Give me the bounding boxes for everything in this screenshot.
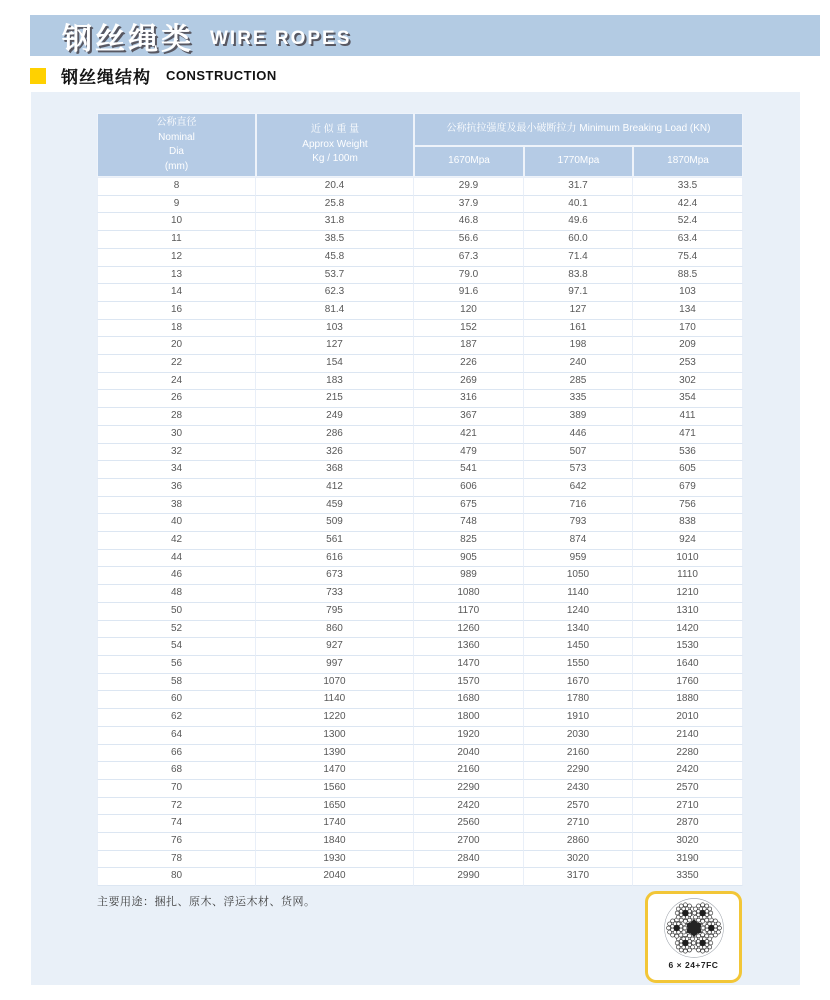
table-cell: 20.4 bbox=[256, 177, 414, 196]
table-cell: 716 bbox=[524, 497, 633, 515]
table-cell: 170 bbox=[633, 320, 743, 338]
table-row bbox=[97, 231, 743, 249]
table-cell: 31.8 bbox=[256, 213, 414, 231]
table-row bbox=[97, 177, 743, 196]
table-cell: 335 bbox=[524, 390, 633, 408]
table-cell: 959 bbox=[524, 550, 633, 568]
table-cell: 34 bbox=[97, 461, 256, 479]
table-cell: 215 bbox=[256, 390, 414, 408]
table-row bbox=[97, 320, 743, 338]
table-cell: 62 bbox=[97, 709, 256, 727]
table-cell: 66 bbox=[97, 745, 256, 763]
table-cell: 58 bbox=[97, 674, 256, 692]
table-cell: 60 bbox=[97, 691, 256, 709]
table-row bbox=[97, 284, 743, 302]
table-cell: 616 bbox=[256, 550, 414, 568]
table-cell: 1760 bbox=[633, 674, 743, 692]
table-cell: 367 bbox=[414, 408, 524, 426]
table-cell: 905 bbox=[414, 550, 524, 568]
table-cell: 795 bbox=[256, 603, 414, 621]
table-row bbox=[97, 603, 743, 621]
table-row bbox=[97, 851, 743, 869]
table-cell: 81.4 bbox=[256, 302, 414, 320]
table-cell: 152 bbox=[414, 320, 524, 338]
table-cell: 860 bbox=[256, 621, 414, 639]
table-cell: 2040 bbox=[414, 745, 524, 763]
table-cell: 53.7 bbox=[256, 267, 414, 285]
table-cell: 120 bbox=[414, 302, 524, 320]
table-cell: 316 bbox=[414, 390, 524, 408]
table-cell: 354 bbox=[633, 390, 743, 408]
table-cell: 1450 bbox=[524, 638, 633, 656]
table-row bbox=[97, 514, 743, 532]
table-cell: 411 bbox=[633, 408, 743, 426]
table-cell: 3350 bbox=[633, 868, 743, 886]
table-row bbox=[97, 249, 743, 267]
spec-table bbox=[97, 113, 743, 886]
table-cell: 198 bbox=[524, 337, 633, 355]
table-cell: 679 bbox=[633, 479, 743, 497]
table-cell: 2420 bbox=[414, 798, 524, 816]
table-cell: 1740 bbox=[256, 815, 414, 833]
table-row bbox=[97, 497, 743, 515]
table-cell: 1470 bbox=[256, 762, 414, 780]
table-cell: 479 bbox=[414, 444, 524, 462]
table-row bbox=[97, 709, 743, 727]
table-cell: 368 bbox=[256, 461, 414, 479]
yellow-bullet-icon bbox=[30, 68, 46, 84]
table-cell: 38.5 bbox=[256, 231, 414, 249]
table-cell: 1050 bbox=[524, 567, 633, 585]
table-cell: 38 bbox=[97, 497, 256, 515]
table-cell: 30 bbox=[97, 426, 256, 444]
table-cell: 874 bbox=[524, 532, 633, 550]
table-cell: 75.4 bbox=[633, 249, 743, 267]
spec-table-body bbox=[97, 177, 743, 886]
table-cell: 79.0 bbox=[414, 267, 524, 285]
table-cell: 22 bbox=[97, 355, 256, 373]
table-cell: 209 bbox=[633, 337, 743, 355]
table-cell: 1390 bbox=[256, 745, 414, 763]
table-cell: 46.8 bbox=[414, 213, 524, 231]
table-cell: 2160 bbox=[524, 745, 633, 763]
table-cell: 1570 bbox=[414, 674, 524, 692]
table-cell: 240 bbox=[524, 355, 633, 373]
table-cell: 11 bbox=[97, 231, 256, 249]
table-cell: 67.3 bbox=[414, 249, 524, 267]
table-cell: 733 bbox=[256, 585, 414, 603]
table-cell: 83.8 bbox=[524, 267, 633, 285]
table-cell: 605 bbox=[633, 461, 743, 479]
table-cell: 42.4 bbox=[633, 196, 743, 214]
table-row bbox=[97, 426, 743, 444]
table-cell: 1300 bbox=[256, 727, 414, 745]
table-cell: 793 bbox=[524, 514, 633, 532]
table-row bbox=[97, 727, 743, 745]
table-cell: 2710 bbox=[633, 798, 743, 816]
table-cell: 52 bbox=[97, 621, 256, 639]
table-cell: 1140 bbox=[524, 585, 633, 603]
table-cell: 2560 bbox=[414, 815, 524, 833]
table-row bbox=[97, 798, 743, 816]
table-cell: 1070 bbox=[256, 674, 414, 692]
table-cell: 1670 bbox=[524, 674, 633, 692]
table-cell: 2030 bbox=[524, 727, 633, 745]
table-cell: 1910 bbox=[524, 709, 633, 727]
table-cell: 421 bbox=[414, 426, 524, 444]
table-cell: 507 bbox=[524, 444, 633, 462]
table-cell: 134 bbox=[633, 302, 743, 320]
table-cell: 2840 bbox=[414, 851, 524, 869]
table-cell: 1420 bbox=[633, 621, 743, 639]
table-cell: 32 bbox=[97, 444, 256, 462]
table-cell: 10 bbox=[97, 213, 256, 231]
table-cell: 541 bbox=[414, 461, 524, 479]
table-cell: 825 bbox=[414, 532, 524, 550]
table-row bbox=[97, 479, 743, 497]
table-row bbox=[97, 302, 743, 320]
table-cell: 49.6 bbox=[524, 213, 633, 231]
table-cell: 18 bbox=[97, 320, 256, 338]
table-cell: 37.9 bbox=[414, 196, 524, 214]
table-cell: 103 bbox=[633, 284, 743, 302]
rope-cross-section-icon bbox=[660, 896, 728, 960]
table-cell: 1680 bbox=[414, 691, 524, 709]
table-row bbox=[97, 691, 743, 709]
table-row bbox=[97, 408, 743, 426]
table-row bbox=[97, 621, 743, 639]
table-cell: 2040 bbox=[256, 868, 414, 886]
table-cell: 183 bbox=[256, 373, 414, 391]
table-row bbox=[97, 868, 743, 886]
table-cell: 838 bbox=[633, 514, 743, 532]
table-cell: 1080 bbox=[414, 585, 524, 603]
table-cell: 2430 bbox=[524, 780, 633, 798]
table-cell: 2290 bbox=[414, 780, 524, 798]
header-grade-1870: 1870Mpa bbox=[633, 146, 743, 177]
table-row bbox=[97, 532, 743, 550]
table-cell: 509 bbox=[256, 514, 414, 532]
table-cell: 50 bbox=[97, 603, 256, 621]
table-cell: 1800 bbox=[414, 709, 524, 727]
table-cell: 326 bbox=[256, 444, 414, 462]
table-cell: 253 bbox=[633, 355, 743, 373]
table-cell: 3170 bbox=[524, 868, 633, 886]
table-cell: 412 bbox=[256, 479, 414, 497]
table-cell: 1650 bbox=[256, 798, 414, 816]
table-cell: 1220 bbox=[256, 709, 414, 727]
table-cell: 1170 bbox=[414, 603, 524, 621]
table-cell: 68 bbox=[97, 762, 256, 780]
table-cell: 60.0 bbox=[524, 231, 633, 249]
table-cell: 9 bbox=[97, 196, 256, 214]
table-cell: 25.8 bbox=[256, 196, 414, 214]
table-cell: 63.4 bbox=[633, 231, 743, 249]
table-cell: 28 bbox=[97, 408, 256, 426]
table-cell: 673 bbox=[256, 567, 414, 585]
table-cell: 13 bbox=[97, 267, 256, 285]
table-cell: 3190 bbox=[633, 851, 743, 869]
table-cell: 2710 bbox=[524, 815, 633, 833]
table-row bbox=[97, 585, 743, 603]
section-title-en: CONSTRUCTION bbox=[166, 68, 277, 83]
table-cell: 161 bbox=[524, 320, 633, 338]
table-row bbox=[97, 656, 743, 674]
section-title-zh: 钢丝绳结构 bbox=[61, 68, 151, 87]
table-row bbox=[97, 815, 743, 833]
table-cell: 2990 bbox=[414, 868, 524, 886]
table-cell: 88.5 bbox=[633, 267, 743, 285]
table-cell: 2860 bbox=[524, 833, 633, 851]
table-row bbox=[97, 674, 743, 692]
table-row bbox=[97, 762, 743, 780]
table-cell: 44 bbox=[97, 550, 256, 568]
table-cell: 187 bbox=[414, 337, 524, 355]
table-cell: 924 bbox=[633, 532, 743, 550]
table-cell: 989 bbox=[414, 567, 524, 585]
table-cell: 2160 bbox=[414, 762, 524, 780]
table-cell: 1210 bbox=[633, 585, 743, 603]
spec-table-header bbox=[97, 113, 743, 177]
table-cell: 16 bbox=[97, 302, 256, 320]
header-approx-weight: 近 似 重 量 Approx Weight Kg / 100m bbox=[256, 113, 414, 177]
table-cell: 33.5 bbox=[633, 177, 743, 196]
table-cell: 8 bbox=[97, 177, 256, 196]
table-row bbox=[97, 355, 743, 373]
table-cell: 536 bbox=[633, 444, 743, 462]
header-nominal-dia: 公称直径 Nominal Dia (mm) bbox=[97, 113, 256, 177]
table-cell: 2420 bbox=[633, 762, 743, 780]
table-cell: 127 bbox=[524, 302, 633, 320]
table-row bbox=[97, 638, 743, 656]
table-cell: 1240 bbox=[524, 603, 633, 621]
table-cell: 103 bbox=[256, 320, 414, 338]
table-cell: 2140 bbox=[633, 727, 743, 745]
table-cell: 26 bbox=[97, 390, 256, 408]
table-cell: 56.6 bbox=[414, 231, 524, 249]
table-cell: 72 bbox=[97, 798, 256, 816]
table-row bbox=[97, 267, 743, 285]
table-cell: 561 bbox=[256, 532, 414, 550]
table-cell: 269 bbox=[414, 373, 524, 391]
table-cell: 12 bbox=[97, 249, 256, 267]
table-cell: 285 bbox=[524, 373, 633, 391]
table-cell: 1880 bbox=[633, 691, 743, 709]
table-cell: 927 bbox=[256, 638, 414, 656]
table-row bbox=[97, 780, 743, 798]
table-cell: 3020 bbox=[524, 851, 633, 869]
table-cell: 389 bbox=[524, 408, 633, 426]
table-cell: 46 bbox=[97, 567, 256, 585]
table-cell: 1110 bbox=[633, 567, 743, 585]
table-cell: 42 bbox=[97, 532, 256, 550]
table-cell: 1360 bbox=[414, 638, 524, 656]
table-cell: 1140 bbox=[256, 691, 414, 709]
table-cell: 1560 bbox=[256, 780, 414, 798]
table-cell: 70 bbox=[97, 780, 256, 798]
table-cell: 675 bbox=[414, 497, 524, 515]
section-heading bbox=[30, 63, 277, 88]
table-cell: 471 bbox=[633, 426, 743, 444]
page-title-en: WIRE ROPES bbox=[210, 28, 352, 49]
table-cell: 459 bbox=[256, 497, 414, 515]
table-cell: 74 bbox=[97, 815, 256, 833]
table-cell: 76 bbox=[97, 833, 256, 851]
table-cell: 2870 bbox=[633, 815, 743, 833]
table-row bbox=[97, 373, 743, 391]
table-cell: 3020 bbox=[633, 833, 743, 851]
table-cell: 2290 bbox=[524, 762, 633, 780]
table-cell: 64 bbox=[97, 727, 256, 745]
table-cell: 1260 bbox=[414, 621, 524, 639]
table-cell: 71.4 bbox=[524, 249, 633, 267]
table-cell: 1310 bbox=[633, 603, 743, 621]
table-cell: 1340 bbox=[524, 621, 633, 639]
table-cell: 20 bbox=[97, 337, 256, 355]
table-cell: 31.7 bbox=[524, 177, 633, 196]
table-row bbox=[97, 196, 743, 214]
table-cell: 154 bbox=[256, 355, 414, 373]
table-row bbox=[97, 444, 743, 462]
table-row bbox=[97, 833, 743, 851]
usage-note: 主要用途：捆扎、原木、浮运木材、货网。 bbox=[97, 896, 316, 908]
table-cell: 56 bbox=[97, 656, 256, 674]
table-cell: 40 bbox=[97, 514, 256, 532]
table-cell: 1640 bbox=[633, 656, 743, 674]
table-cell: 1470 bbox=[414, 656, 524, 674]
table-cell: 14 bbox=[97, 284, 256, 302]
table-cell: 62.3 bbox=[256, 284, 414, 302]
table-cell: 1780 bbox=[524, 691, 633, 709]
table-cell: 78 bbox=[97, 851, 256, 869]
table-cell: 1930 bbox=[256, 851, 414, 869]
page-banner bbox=[30, 15, 820, 56]
table-cell: 40.1 bbox=[524, 196, 633, 214]
table-row bbox=[97, 337, 743, 355]
table-cell: 302 bbox=[633, 373, 743, 391]
table-cell: 1920 bbox=[414, 727, 524, 745]
content-panel bbox=[31, 92, 800, 985]
table-cell: 127 bbox=[256, 337, 414, 355]
rope-cross-section-box bbox=[645, 891, 742, 983]
table-cell: 24 bbox=[97, 373, 256, 391]
table-row bbox=[97, 567, 743, 585]
table-cell: 52.4 bbox=[633, 213, 743, 231]
table-cell: 446 bbox=[524, 426, 633, 444]
table-cell: 226 bbox=[414, 355, 524, 373]
table-cell: 997 bbox=[256, 656, 414, 674]
table-cell: 1530 bbox=[633, 638, 743, 656]
table-cell: 36 bbox=[97, 479, 256, 497]
table-cell: 756 bbox=[633, 497, 743, 515]
header-grade-1670: 1670Mpa bbox=[414, 146, 524, 177]
table-cell: 573 bbox=[524, 461, 633, 479]
table-cell: 2570 bbox=[633, 780, 743, 798]
table-cell: 286 bbox=[256, 426, 414, 444]
page-title-zh: 钢丝绳类 bbox=[62, 22, 194, 56]
table-row bbox=[97, 550, 743, 568]
table-cell: 97.1 bbox=[524, 284, 633, 302]
header-breaking-load: 公称抗拉强度及最小破断拉力 Minimum Breaking Load (KN) bbox=[414, 113, 743, 146]
table-cell: 91.6 bbox=[414, 284, 524, 302]
table-cell: 642 bbox=[524, 479, 633, 497]
table-cell: 48 bbox=[97, 585, 256, 603]
table-cell: 2280 bbox=[633, 745, 743, 763]
table-cell: 606 bbox=[414, 479, 524, 497]
table-row bbox=[97, 745, 743, 763]
table-row bbox=[97, 390, 743, 408]
table-row bbox=[97, 461, 743, 479]
table-cell: 2700 bbox=[414, 833, 524, 851]
table-row bbox=[97, 213, 743, 231]
table-cell: 54 bbox=[97, 638, 256, 656]
table-cell: 1840 bbox=[256, 833, 414, 851]
rope-construction-label: 6 × 24+7FC bbox=[668, 960, 719, 970]
table-cell: 45.8 bbox=[256, 249, 414, 267]
table-cell: 1010 bbox=[633, 550, 743, 568]
table-cell: 1550 bbox=[524, 656, 633, 674]
table-cell: 29.9 bbox=[414, 177, 524, 196]
table-cell: 2570 bbox=[524, 798, 633, 816]
table-cell: 2010 bbox=[633, 709, 743, 727]
header-grade-1770: 1770Mpa bbox=[524, 146, 633, 177]
table-cell: 748 bbox=[414, 514, 524, 532]
table-cell: 80 bbox=[97, 868, 256, 886]
table-cell: 249 bbox=[256, 408, 414, 426]
